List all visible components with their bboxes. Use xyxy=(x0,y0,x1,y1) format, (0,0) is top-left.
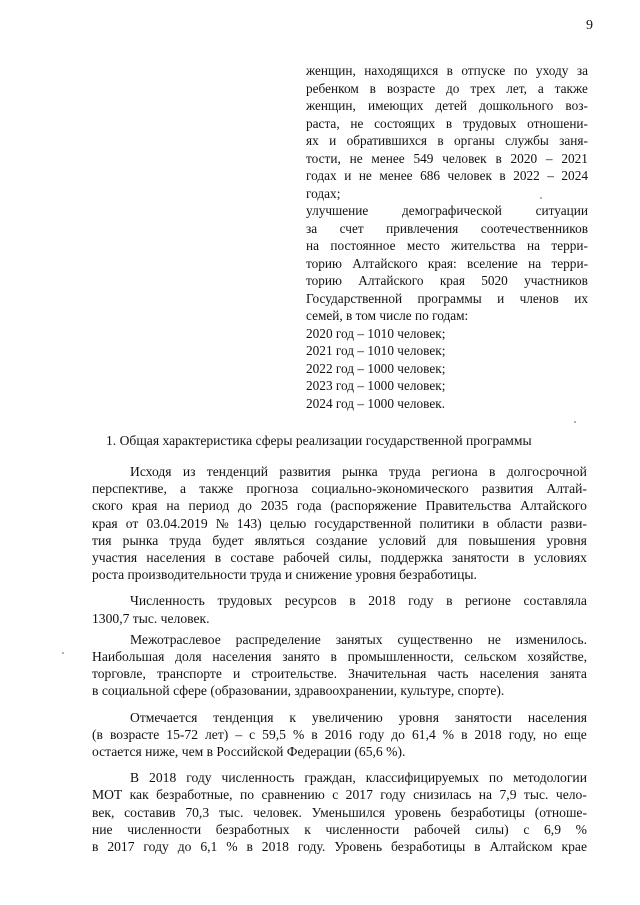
right-column-text xyxy=(306,62,588,412)
paragraph xyxy=(92,463,587,583)
text-line: Численность трудовых ресурсов в 2018 году в регионе составляла xyxy=(130,593,587,609)
text-line: перспективе, а также прогноза социально-экономического развития Алтай- xyxy=(92,481,587,497)
text-line: торговле, транспорте и строительстве. Значительная часть населения занята xyxy=(92,666,587,682)
text-line: тия рынка труда будет являться создание условий для повышения уровня xyxy=(92,532,587,548)
text-line: годах; xyxy=(306,185,341,201)
text-line: ского края на период до 2035 года (распоряжение Правительства Алтайского xyxy=(92,498,587,514)
text-line: Отмечается тенденция к увеличению уровня занятости населения xyxy=(130,709,587,725)
paragraph xyxy=(92,709,587,761)
text-line: 1300,7 тыс. человек. xyxy=(92,610,210,626)
text-line: края от 03.04.2019 № 143) целью государственной политики в области разви- xyxy=(92,515,587,531)
year-item: 2024 год – 1000 человек. xyxy=(306,395,446,411)
text-line: Межотраслевое распределение занятых существенно не изменилось. xyxy=(130,631,587,647)
paragraph xyxy=(92,769,587,855)
paragraph xyxy=(92,592,587,626)
text-line: ние численности безработных к численности рабочей силы) с 6,9 % xyxy=(92,821,587,837)
text-line: женщин, находящихся в отпуске по уходу за xyxy=(306,63,588,78)
text-line: ях и обратившихся в органы службы заня- xyxy=(306,133,588,148)
text-line: семей, в том числе по годам: xyxy=(306,308,469,323)
text-line: остается ниже, чем в Российской Федерации (65,6 %). xyxy=(92,744,406,760)
text-line: тости, не менее 549 человек в 2020 – 2021 xyxy=(306,150,588,166)
text-line: на постоянное место жительства на терри- xyxy=(306,238,588,253)
text-line: раста, не состоящих в трудовых отношени- xyxy=(306,115,588,131)
text-line: в 2017 году до 6,1 % в 2018 году. Уровень безработицы в Алтайском крае xyxy=(92,839,587,855)
text-line: (в возрасте 15-72 лет) – с 59,5 % в 2016 году до 61,4 % в 2018 году, но еще xyxy=(92,726,587,742)
text-line: улучшение демографической ситуации xyxy=(306,203,588,218)
page-number: 9 xyxy=(586,18,593,33)
body-text xyxy=(92,463,587,864)
section-heading: 1. Общая характеристика сферы реализации государственной программы xyxy=(106,433,532,448)
text-line: ребенком в возрасте до трех лет, а также xyxy=(306,80,588,96)
text-line: годах и не менее 686 человек в 2022 – 2024 xyxy=(306,168,588,183)
text-line: век, составив 70,3 тыс. человек. Уменьшился уровень безработицы (отноше- xyxy=(92,804,587,820)
text-line: В 2018 году численность граждан, классифицируемых по методологии xyxy=(130,770,587,786)
scan-speck xyxy=(62,652,64,654)
text-line: в социальной сфере (образовании, здравоохранении, культуре, спорте). xyxy=(92,683,505,699)
paragraph xyxy=(92,631,587,700)
text-line: МОТ как безработные, по сравнению с 2017 году снизилась на 7,9 тыс. чело- xyxy=(92,787,587,803)
text-line: Исходя из тенденций развития рынка труда региона в долгосрочной xyxy=(130,464,587,479)
text-line: торию Алтайского края 5020 участников xyxy=(306,273,588,288)
scan-speck xyxy=(574,421,576,423)
year-item: 2021 год – 1010 человек; xyxy=(306,343,446,358)
scan-speck xyxy=(540,197,542,199)
text-line: Наибольшая доля населения занято в промышленности, сельском хозяйстве, xyxy=(92,649,587,665)
text-line: женщин, имеющих детей дошкольного воз- xyxy=(306,98,588,113)
year-item: 2020 год – 1010 человек; xyxy=(306,325,446,341)
text-line: торию Алтайского края: вселение на терри- xyxy=(306,255,588,271)
year-item: 2023 год – 1000 человек; xyxy=(306,378,446,393)
year-item: 2022 год – 1000 человек; xyxy=(306,360,446,376)
text-line: за счет привлечения соотечественников xyxy=(306,220,588,236)
text-line: Государственной программы и членов их xyxy=(306,290,588,306)
text-line: роста производительности труда и снижение уровня безработицы. xyxy=(92,567,477,583)
text-line: участия населения в составе рабочей силы, поддержка занятости в условиях xyxy=(92,550,587,566)
